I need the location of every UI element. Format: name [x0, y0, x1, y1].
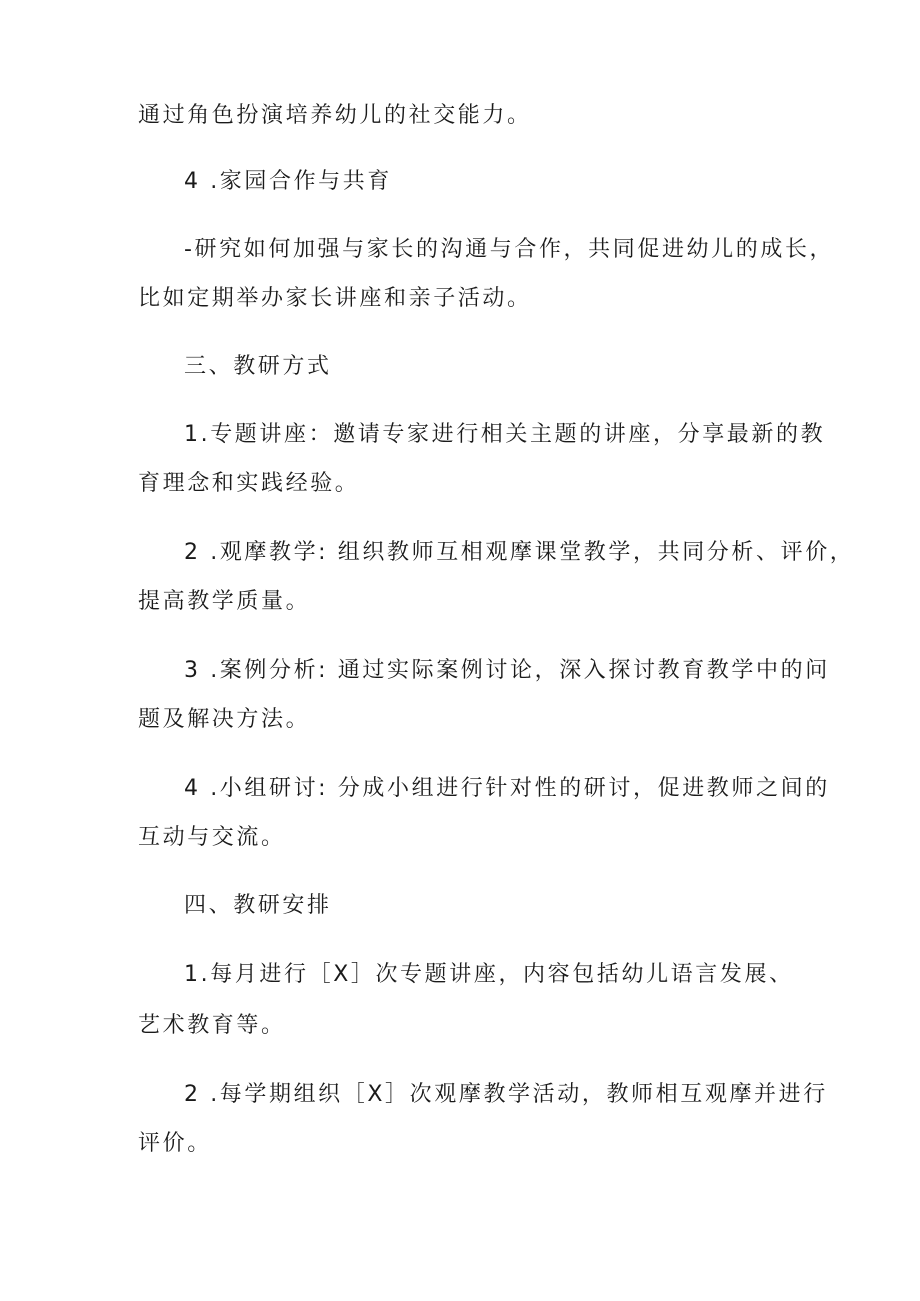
paragraph-line: 互动与交流。 [138, 825, 286, 850]
section-heading: 三、教研方式 [184, 354, 332, 379]
paragraph-line: 艺术教育等。 [138, 1013, 286, 1038]
section-heading: 四、教研安排 [184, 893, 332, 918]
paragraph-line: 比如定期举办家长讲座和亲子活动。 [138, 286, 532, 311]
paragraph-line: 通过角色扮演培养幼儿的社交能力。 [138, 103, 532, 128]
paragraph-line: 2 .每学期组织［X］次观摩教学活动，教师相互观摩并进行 [184, 1082, 828, 1107]
paragraph-line: -研究如何加强与家长的沟通与合作，共同促进幼儿的成长， [184, 237, 835, 262]
paragraph-line: 育理念和实践经验。 [138, 471, 360, 496]
paragraph-line: 3 .案例分析: 通过实际案例讨论，深入探讨教育教学中的问 [184, 658, 830, 683]
paragraph-line: 4 .小组研讨: 分成小组进行针对性的研讨，促进教师之间的 [184, 776, 830, 801]
paragraph-line: 1.每月进行［X］次专题讲座，内容包括幼儿语言发展、 [184, 962, 794, 987]
paragraph-line: 1.专题讲座：邀请专家进行相关主题的讲座，分享最新的教 [184, 422, 826, 447]
section-subheading: 4 .家园合作与共育 [184, 169, 392, 194]
paragraph-line: 2 .观摩教学: 组织教师互相观摩课堂教学，共同分析、评价， [184, 540, 855, 565]
paragraph-line: 提高教学质量。 [138, 589, 311, 614]
paragraph-line: 评价。 [138, 1131, 212, 1156]
paragraph-line: 题及解决方法。 [138, 707, 311, 732]
